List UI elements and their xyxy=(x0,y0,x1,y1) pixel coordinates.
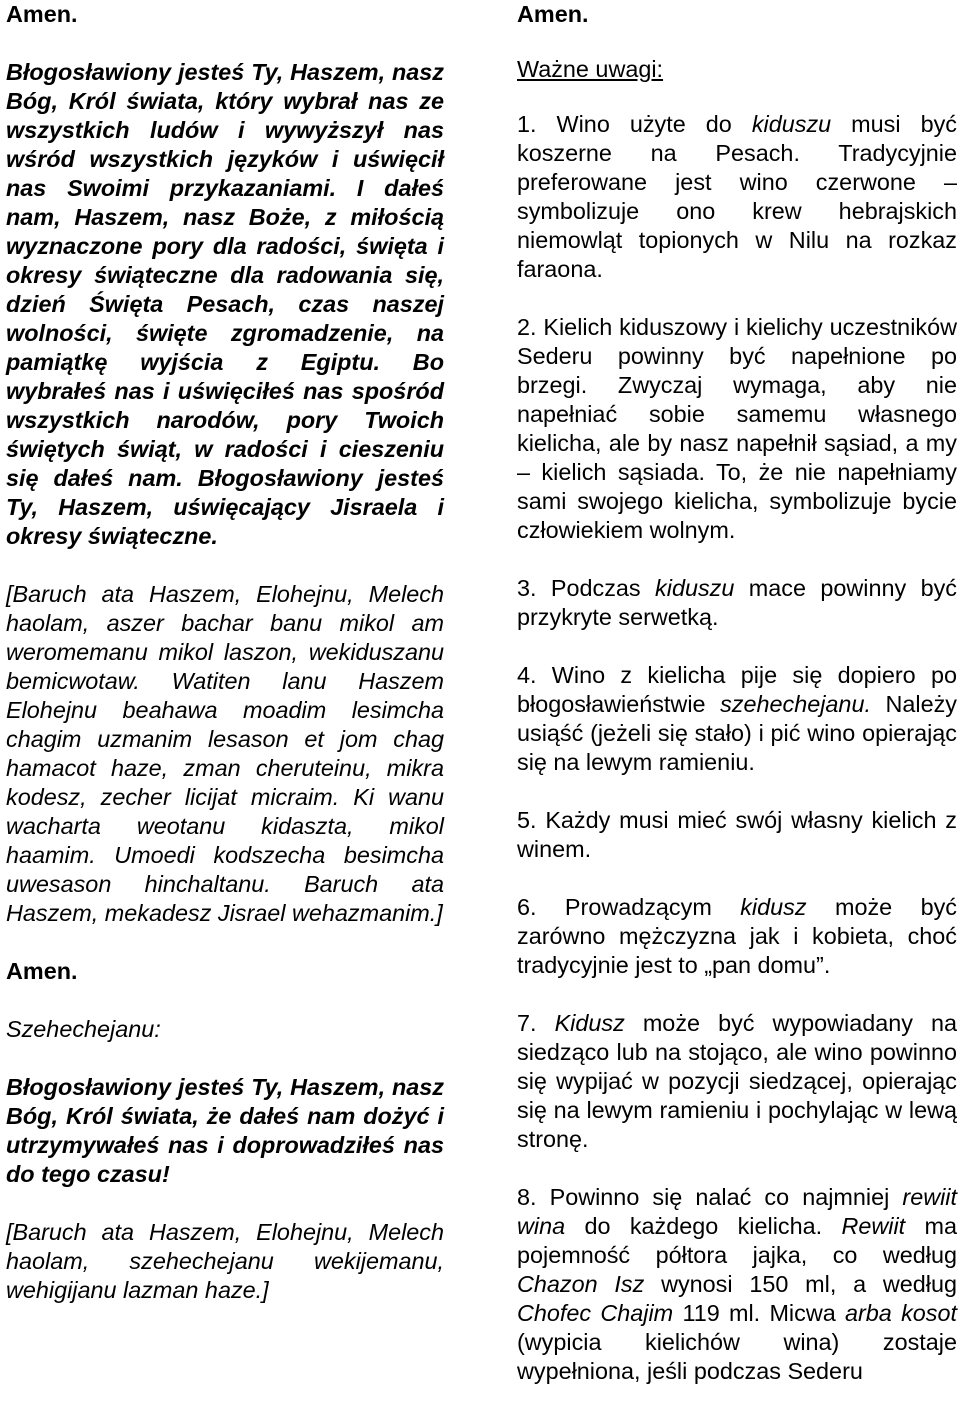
notes-heading: Ważne uwagi: xyxy=(517,56,664,82)
note-8: 8. Powinno się nalać co najmniej rewiit wina do każdego kielicha. Rewiit ma pojemność półtora jajka, co według Chazon Isz wynosi 150 ml, a według Chofec Chajim 119 ml. Micwa arba kosot (wypicia kielichów wina) zostaje wypełniona, jeśli podczas Sederu xyxy=(517,1184,957,1384)
note-2: 2. Kielich kiduszowy i kielichy uczestników Sederu powinny być napełnione po brzegi. Zwyczaj wymaga, aby nie napełniać sobie samemu własnego kielicha, ale by nasz napełnił sąsiad, a my – kielich sąsiada. To, że nie napełniamy sami swojego kielicha, symbolizuje bycie człowiekiem wolnym. xyxy=(517,314,957,543)
amen-top-left: Amen. xyxy=(6,1,78,27)
blessing-szehechejanu: Błogosławiony jesteś Ty, Haszem, nasz Bóg, Król świata, że dałeś nam dożyć i utrzymywałeś nas i doprowadziłeś nas do tego czasu! xyxy=(6,1074,444,1187)
left-column xyxy=(6,0,444,1305)
amen-top-right: Amen. xyxy=(517,1,589,27)
szehechejanu-heading: Szehechejanu: xyxy=(6,1016,161,1042)
transliteration-main: [Baruch ata Haszem, Elohejnu, Melech haolam, aszer bachar banu mikol am weromemanu mikol laszon, wekiduszanu bemicwotaw. Watiten lanu Haszem Elohejnu beahawa moadim lesimcha chagim uzmanim lesason et jom chag hamacot haze, zman cheruteinu, mikra kodesz, zecher licijat micraim. Ki wanu wacharta weotanu kidaszta, mikol haamim. Umoedi kodszecha besimcha uwesason hinchaltanu. Baruch ata Haszem, mekadesz Jisrael wehazmanim.] xyxy=(6,581,444,926)
blessing-main: Błogosławiony jesteś Ty, Haszem, nasz Bóg, Król świata, który wybrał nas ze wszystkich ludów i wywyższył nas wśród wszystkich języków i uświęcił nas Swoimi przykazaniami. I dałeś nam, Haszem, nasz Boże, z miłością wyznaczone pory dla radości, święta i okresy świąteczne dla radowania się, dzień Święta Pesach, czas naszej wolności, święte zgromadzenie, na pamiątkę wyjścia z Egiptu. Bo wybrałeś nas i uświęciłeś nas spośród wszystkich narodów, pory Twoich świętych świąt, w radości i cieszeniu się dałeś nam. Błogosławiony jesteś Ty, Haszem, uświęcający Jisraela i okresy świąteczne. xyxy=(6,59,444,549)
note-5: 5. Każdy musi mieć swój własny kielich z winem. xyxy=(517,807,957,862)
note-3: 3. Podczas kiduszu mace powinny być przykryte serwetką. xyxy=(517,575,957,630)
amen-mid: Amen. xyxy=(6,958,78,984)
note-4: 4. Wino z kielicha pije się dopiero po błogosławieństwie szehechejanu. Należy usiąść (jeżeli się stało) i pić wino opierając się na lewym ramieniu. xyxy=(517,662,958,775)
transliteration-szehechejanu: [Baruch ata Haszem, Elohejnu, Melech haolam, szehechejanu wekijemanu, wehigijanu lazman haze.] xyxy=(6,1219,444,1303)
note-6: 6. Prowadzącym kidusz może być zarówno mężczyzna jak i kobieta, choć tradycyjnie jest to „pan domu”. xyxy=(517,894,957,978)
right-column xyxy=(517,0,957,1386)
note-7: 7. Kidusz może być wypowiadany na siedząco lub na stojąco, ale wino powinno się wypijać w pozycji siedzącej, opierając się na lewym ramieniu i pochylając w lewą stronę. xyxy=(517,1010,957,1152)
note-1: 1. Wino użyte do kiduszu musi być koszerne na Pesach. Tradycyjnie preferowane jest wino czerwone – symbolizuje ono krew hebrajskich niemowląt topionych w Nilu na rozkaz faraona. xyxy=(517,111,957,282)
